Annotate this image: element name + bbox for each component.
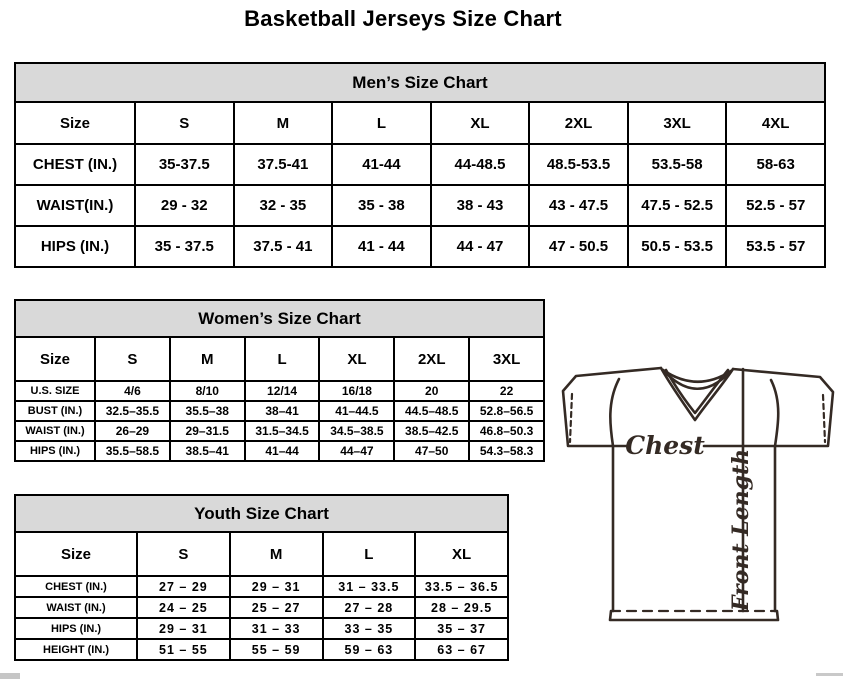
front-length-label: Front Length — [728, 448, 754, 612]
womens-size-value-cell: 22 — [469, 381, 544, 401]
mens-size-table — [14, 62, 826, 268]
womens-size-value-cell: 16/18 — [319, 381, 394, 401]
youth-size-value-cell: 33 – 35 — [323, 618, 416, 639]
womens-size-value-cell: 54.3–58.3 — [469, 441, 544, 461]
youth-table-row — [15, 576, 508, 597]
womens-size-value-cell: 26–29 — [95, 421, 170, 441]
mens-table-title: Men’s Size Chart — [15, 63, 825, 102]
mens-size-value-cell: 52.5 - 57 — [726, 185, 825, 226]
mens-column-header: 4XL — [726, 102, 825, 144]
horizontal-scrollbar-fragment-right[interactable] — [816, 673, 843, 676]
youth-row-label: WAIST (IN.) — [15, 597, 137, 618]
youth-column-header: XL — [415, 532, 508, 576]
womens-size-value-cell: 47–50 — [394, 441, 469, 461]
youth-table-row — [15, 597, 508, 618]
womens-size-value-cell: 46.8–50.3 — [469, 421, 544, 441]
youth-table-grid — [14, 494, 509, 661]
youth-table-row — [15, 639, 508, 660]
jersey-measurement-diagram — [556, 360, 840, 634]
womens-table-row — [15, 441, 544, 461]
jersey-left-cuff-dashed-seam — [570, 394, 572, 442]
jersey-left-armhole-seam — [610, 379, 619, 446]
youth-size-table — [14, 494, 509, 661]
mens-header-row — [15, 102, 825, 144]
womens-column-header: 2XL — [394, 337, 469, 381]
womens-size-value-cell: 38–41 — [245, 401, 320, 421]
womens-column-header: L — [245, 337, 320, 381]
mens-row-label: CHEST (IN.) — [15, 144, 135, 185]
jersey-illustration — [556, 360, 840, 634]
youth-size-value-cell: 27 – 29 — [137, 576, 230, 597]
womens-size-table — [14, 299, 545, 462]
womens-size-value-cell: 52.8–56.5 — [469, 401, 544, 421]
mens-size-value-cell: 41-44 — [332, 144, 431, 185]
jersey-right-armhole-seam — [771, 380, 778, 446]
youth-row-label: HIPS (IN.) — [15, 618, 137, 639]
mens-size-value-cell: 44 - 47 — [431, 226, 530, 267]
womens-table-grid — [14, 299, 545, 462]
womens-size-value-cell: 38.5–42.5 — [394, 421, 469, 441]
page-title: Basketball Jerseys Size Chart — [244, 6, 562, 31]
mens-column-header: M — [234, 102, 333, 144]
womens-size-value-cell: 8/10 — [170, 381, 245, 401]
womens-column-header: S — [95, 337, 170, 381]
mens-size-value-cell: 50.5 - 53.5 — [628, 226, 727, 267]
womens-size-value-cell: 32.5–35.5 — [95, 401, 170, 421]
youth-size-value-cell: 28 – 29.5 — [415, 597, 508, 618]
youth-size-value-cell: 55 – 59 — [230, 639, 323, 660]
mens-size-value-cell: 47.5 - 52.5 — [628, 185, 727, 226]
womens-column-header: Size — [15, 337, 95, 381]
womens-size-value-cell: 35.5–58.5 — [95, 441, 170, 461]
jersey-right-sleeve — [733, 369, 833, 446]
jersey-right-cuff-dashed-seam — [823, 395, 825, 442]
womens-size-value-cell: 44.5–48.5 — [394, 401, 469, 421]
chest-label: Chest — [625, 431, 705, 460]
womens-size-value-cell: 4/6 — [95, 381, 170, 401]
womens-size-value-cell: 29–31.5 — [170, 421, 245, 441]
youth-size-value-cell: 35 – 37 — [415, 618, 508, 639]
youth-size-value-cell: 24 – 25 — [137, 597, 230, 618]
youth-column-header: Size — [15, 532, 137, 576]
youth-size-value-cell: 59 – 63 — [323, 639, 416, 660]
mens-size-value-cell: 53.5 - 57 — [726, 226, 825, 267]
youth-size-value-cell: 31 – 33.5 — [323, 576, 416, 597]
youth-header-row — [15, 532, 508, 576]
mens-size-value-cell: 37.5 - 41 — [234, 226, 333, 267]
womens-size-value-cell: 41–44.5 — [319, 401, 394, 421]
mens-size-value-cell: 35 - 38 — [332, 185, 431, 226]
womens-size-value-cell: 41–44 — [245, 441, 320, 461]
womens-size-value-cell: 38.5–41 — [170, 441, 245, 461]
horizontal-scrollbar-fragment-left[interactable] — [0, 673, 20, 679]
womens-size-value-cell: 12/14 — [245, 381, 320, 401]
womens-column-header: 3XL — [469, 337, 544, 381]
youth-size-value-cell: 29 – 31 — [230, 576, 323, 597]
mens-size-value-cell: 47 - 50.5 — [529, 226, 628, 267]
womens-size-value-cell: 35.5–38 — [170, 401, 245, 421]
mens-column-header: XL — [431, 102, 530, 144]
mens-column-header: 2XL — [529, 102, 628, 144]
youth-size-value-cell: 33.5 – 36.5 — [415, 576, 508, 597]
youth-size-value-cell: 51 – 55 — [137, 639, 230, 660]
mens-size-value-cell: 53.5-58 — [628, 144, 727, 185]
youth-column-header: S — [137, 532, 230, 576]
womens-row-label: BUST (IN.) — [15, 401, 95, 421]
womens-size-value-cell: 34.5–38.5 — [319, 421, 394, 441]
womens-column-header: M — [170, 337, 245, 381]
mens-row-label: WAIST(IN.) — [15, 185, 135, 226]
mens-size-value-cell: 38 - 43 — [431, 185, 530, 226]
mens-size-value-cell: 32 - 35 — [234, 185, 333, 226]
womens-row-label: U.S. SIZE — [15, 381, 95, 401]
youth-row-label: CHEST (IN.) — [15, 576, 137, 597]
mens-table-row — [15, 226, 825, 267]
youth-size-value-cell: 31 – 33 — [230, 618, 323, 639]
mens-size-value-cell: 37.5-41 — [234, 144, 333, 185]
mens-size-value-cell: 44-48.5 — [431, 144, 530, 185]
womens-table-title: Women’s Size Chart — [15, 300, 544, 337]
mens-table-row — [15, 185, 825, 226]
womens-table-row — [15, 381, 544, 401]
womens-table-row — [15, 421, 544, 441]
youth-column-header: L — [323, 532, 416, 576]
mens-size-value-cell: 35 - 37.5 — [135, 226, 234, 267]
mens-table-grid — [14, 62, 826, 268]
youth-row-label: HEIGHT (IN.) — [15, 639, 137, 660]
mens-size-value-cell: 48.5-53.5 — [529, 144, 628, 185]
youth-size-value-cell: 25 – 27 — [230, 597, 323, 618]
youth-size-value-cell: 63 – 67 — [415, 639, 508, 660]
mens-column-header: Size — [15, 102, 135, 144]
womens-size-value-cell: 44–47 — [319, 441, 394, 461]
mens-size-value-cell: 35-37.5 — [135, 144, 234, 185]
womens-header-row — [15, 337, 544, 381]
mens-row-label: HIPS (IN.) — [15, 226, 135, 267]
jersey-hem-band — [610, 611, 778, 620]
womens-row-label: WAIST (IN.) — [15, 421, 95, 441]
mens-size-value-cell: 29 - 32 — [135, 185, 234, 226]
womens-size-value-cell: 31.5–34.5 — [245, 421, 320, 441]
youth-size-value-cell: 29 – 31 — [137, 618, 230, 639]
youth-size-value-cell: 27 – 28 — [323, 597, 416, 618]
mens-size-value-cell: 41 - 44 — [332, 226, 431, 267]
mens-column-header: L — [332, 102, 431, 144]
womens-column-header: XL — [319, 337, 394, 381]
mens-column-header: S — [135, 102, 234, 144]
womens-size-value-cell: 20 — [394, 381, 469, 401]
youth-table-title: Youth Size Chart — [15, 495, 508, 532]
youth-table-row — [15, 618, 508, 639]
mens-table-row — [15, 144, 825, 185]
youth-column-header: M — [230, 532, 323, 576]
mens-size-value-cell: 58-63 — [726, 144, 825, 185]
mens-column-header: 3XL — [628, 102, 727, 144]
womens-table-row — [15, 401, 544, 421]
womens-row-label: HIPS (IN.) — [15, 441, 95, 461]
mens-size-value-cell: 43 - 47.5 — [529, 185, 628, 226]
